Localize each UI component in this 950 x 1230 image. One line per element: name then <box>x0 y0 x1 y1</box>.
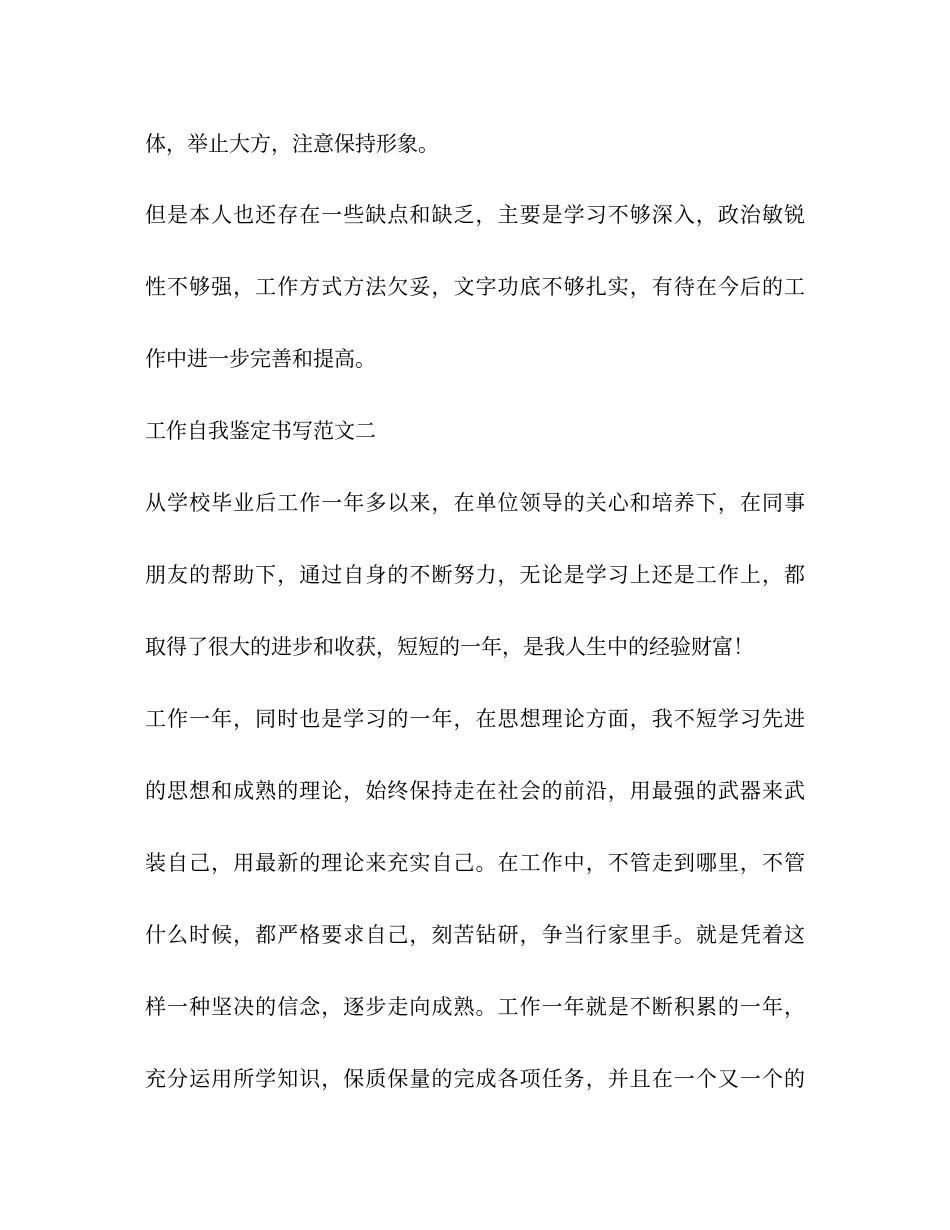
text-line-2: 但是本人也还存在一些缺点和缺乏，主要是学习不够深入，政治敏锐 <box>145 203 805 227</box>
text-line-14: 充分运用所学知识，保质保量的完成各项任务，并且在一个又一个的 <box>145 1067 805 1091</box>
text-line-6: 从学校毕业后工作一年多以来，在单位领导的关心和培养下，在同事 <box>145 491 805 515</box>
text-line-9: 工作一年，同时也是学习的一年，在思想理论方面，我不短学习先进 <box>145 707 805 731</box>
text-line-3: 性不够强，工作方式方法欠妥，文字功底不够扎实，有待在今后的工 <box>145 275 805 299</box>
text-line-4: 作中进一步完善和提高。 <box>145 347 376 371</box>
text-line-12: 什么时候，都严格要求自己，刻苦钻研，争当行家里手。就是凭着这 <box>145 923 805 947</box>
text-line-10: 的思想和成熟的理论，始终保持走在社会的前沿，用最强的武器来武 <box>145 779 805 803</box>
section-heading: 工作自我鉴定书写范文二 <box>145 419 376 443</box>
text-line-13: 样一种坚决的信念，逐步走向成熟。工作一年就是不断积累的一年， <box>145 995 805 1019</box>
text-line-7: 朋友的帮助下，通过自身的不断努力，无论是学习上还是工作上，都 <box>145 563 805 587</box>
text-line-8: 取得了很大的进步和收获，短短的一年，是我人生中的经验财富！ <box>145 635 754 659</box>
text-line-1: 体，举止大方，注意保持形象。 <box>145 132 439 156</box>
text-line-11: 装自己，用最新的理论来充实自己。在工作中，不管走到哪里，不管 <box>145 851 805 875</box>
